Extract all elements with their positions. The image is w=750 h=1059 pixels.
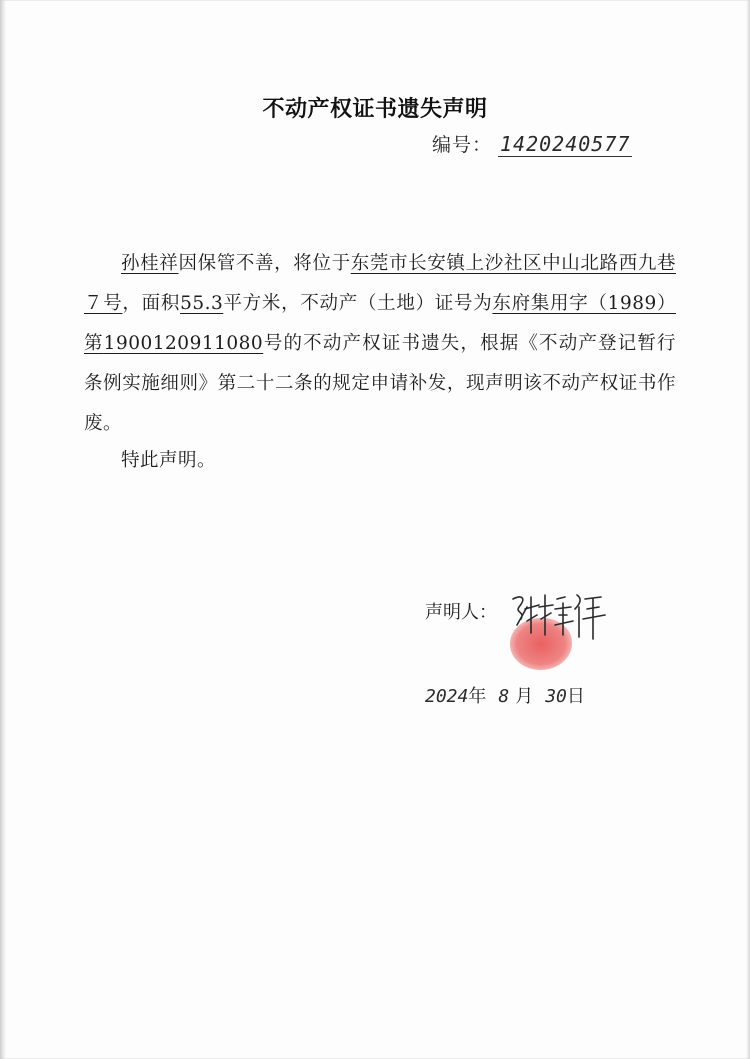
number-value: 1420240577: [500, 132, 631, 156]
property-address: 东莞市长安镇上沙社区中山北路西九巷７号: [84, 253, 676, 314]
date-month: 8: [498, 686, 510, 707]
date-month-unit: 月: [515, 686, 534, 707]
body-text-1: 因保管不善，将位于: [178, 253, 351, 274]
date-day: 30: [545, 686, 567, 707]
date-year-unit: 年: [468, 686, 487, 707]
declarant-label: 声明人：: [425, 602, 497, 623]
body-text-2: ，面积: [122, 293, 181, 314]
date-year: 2024: [425, 686, 469, 707]
body-text-4: 号的不动产权证书遗失，根据《不动产登记暂行条例实施细则》第二十二条的规定申请补发，现声明该不动产权证书作废。: [84, 333, 676, 434]
number-label: 编号：: [432, 134, 493, 156]
date-day-unit: 日: [566, 686, 585, 707]
body-text-3: 平方米，不动产（土地）证号为: [223, 293, 493, 314]
closing-statement: 特此声明。: [121, 450, 217, 471]
certificate-prefix: 东府集用字（1989）第: [84, 293, 676, 354]
document-title: 不动产权证书遗失声明: [262, 97, 488, 122]
document-number-row: [432, 130, 632, 157]
handwritten-signature: [505, 585, 615, 645]
declaration-date: [425, 682, 585, 708]
owner-name: 孙桂祥: [121, 253, 179, 274]
declaration-body: [84, 244, 676, 444]
property-area: 55.3: [180, 293, 224, 314]
certificate-number: 1900120911080: [103, 333, 264, 354]
